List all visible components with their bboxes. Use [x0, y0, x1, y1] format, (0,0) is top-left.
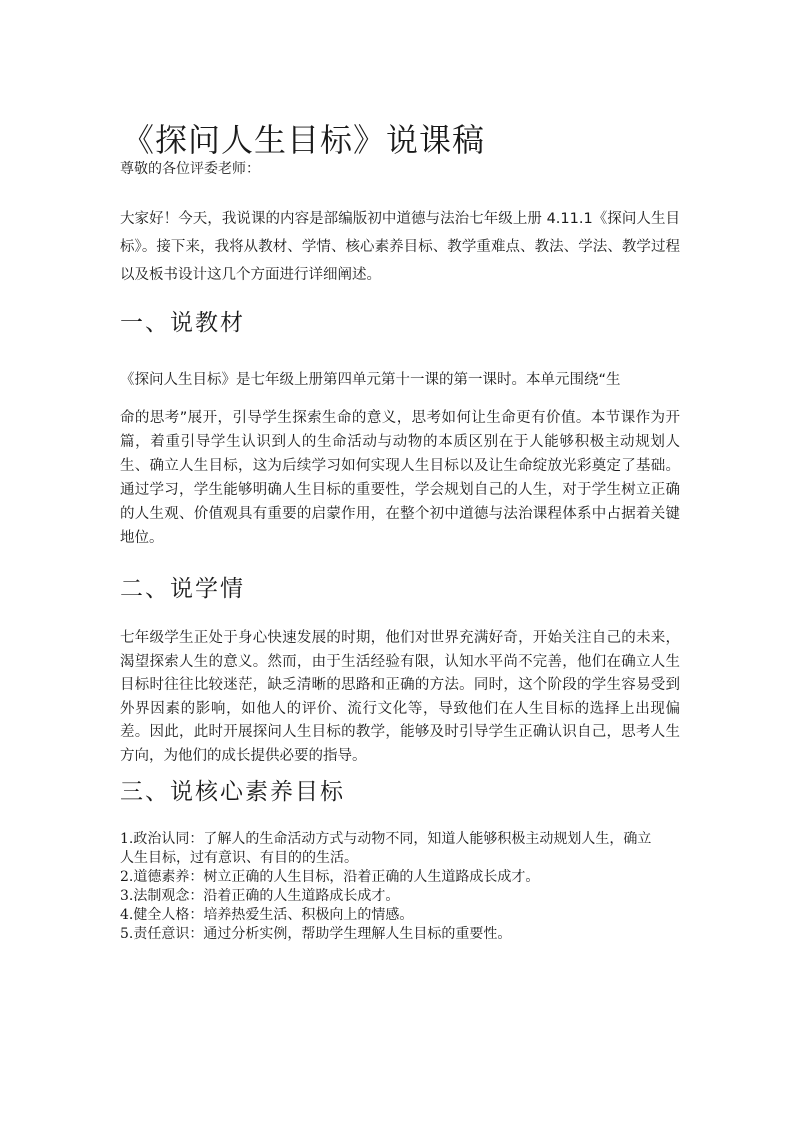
goal-item: 5.责任意识：通过分析实例，帮助学生理解人生目标的重要性。	[120, 926, 512, 942]
goal-item: 4.健全人格：培养热爱生活、积极向上的情感。	[120, 907, 414, 923]
paragraph-body: 命的思考”展开，引导学生探索生命的意义，思考如何让生命更有价值。本节课作为开篇，着重引导学生认识到人的生命活动与动物的本质区别在于人能够积极主动规划人生、确立人生目标，这为后续学习如何实现人生目标以及让生命绽放光彩奠定了基础。通过学习，学生能够明确人生目标的重要性，学会规划自己的人生，对于学生树立正确的人生观、价值观具有重要的启蒙作用，在整个初中道德与法治课程体系中占据着关键地位。	[120, 410, 680, 546]
goal-text: 1.政治认同：了解人的生命活动方式与动物不同，知道人能够积极主动规划人生，确立	[120, 831, 652, 847]
goal-text-continued: 人生目标，过有意识、有目的的生活。	[120, 850, 358, 866]
paragraph-first-line: 《探问人生目标》是七年级上册第四单元第十一课的第一课时。本单元围绕“生	[120, 372, 621, 388]
salutation: 尊敬的各位评委老师：	[120, 161, 260, 177]
goals-list	[120, 830, 688, 944]
section-heading-textbook: 一、说教材	[120, 310, 245, 336]
section-paragraph-textbook	[120, 368, 680, 550]
intro-paragraph: 大家好！今天，我说课的内容是部编版初中道德与法治七年级上册 4.11.1《探问人生目标》。接下来，我将从教材、学情、核心素养目标、教学重难点、教法、学法、教学过程以及板书设计这几个方面进行详细阐述。	[120, 211, 680, 283]
goal-item	[120, 830, 688, 868]
section-heading-goals: 三、说核心素养目标	[120, 779, 345, 805]
section-heading-students: 二、说学情	[120, 576, 245, 602]
goal-item: 3.法制观念：沿着正确的人生道路成长成才。	[120, 888, 400, 904]
document-title: 《探问人生目标》说课稿	[122, 121, 486, 160]
section-paragraph-students: 七年级学生正处于身心快速发展的时期，他们对世界充满好奇，开始关注自己的未来，渴望探索人生的意义。然而，由于生活经验有限，认知水平尚不完善，他们在确立人生目标时往往比较迷茫，缺乏清晰的思路和正确的方法。同时，这个阶段的学生容易受到外界因素的影响，如他人的评价、流行文化等，导致他们在人生目标的选择上出现偏差。因此，此时开展探问人生目标的教学，能够及时引导学生正确认识自己，思考人生方向，为他们的成长提供必要的指导。	[120, 630, 680, 764]
goal-item: 2.道德素养：树立正确的人生目标，沿着正确的人生道路成长成才。	[120, 869, 540, 885]
